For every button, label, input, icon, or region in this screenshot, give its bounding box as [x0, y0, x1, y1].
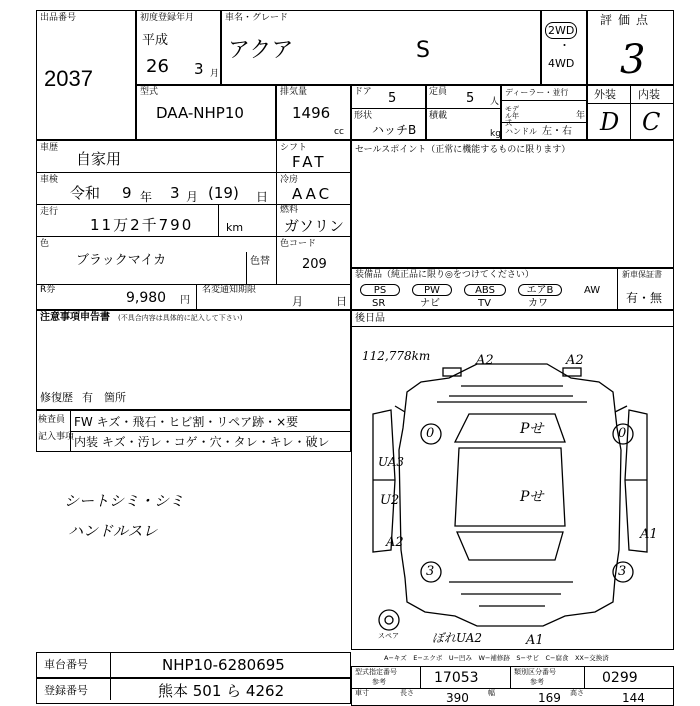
mileage-value: 11万2千790	[90, 216, 194, 234]
class-label: 類別区分番号	[514, 668, 556, 676]
lot-number: 2037	[44, 66, 93, 91]
repair-place: 箇所	[104, 391, 126, 404]
chassis-label: 車台番号	[44, 658, 88, 671]
mark-a1-right: A1	[640, 527, 658, 542]
repair-label: 修復歴	[40, 391, 73, 404]
diagram-mileage: 112,778km	[362, 349, 431, 363]
mark-a1-rear: A1	[526, 633, 544, 648]
lot-label: 出品番号	[40, 13, 77, 23]
fuel-value: ガソリン	[284, 217, 345, 235]
dealer-label: ディーラー・並行	[505, 88, 569, 97]
handwritten-note-1: シートシミ・シミ	[64, 492, 185, 510]
circled-front-left: 0	[426, 426, 435, 441]
repair-value: 有	[82, 391, 93, 404]
caution-note: (不具合内容は具体的に記入して下さい)	[118, 314, 243, 322]
mark-a2-left: A2	[386, 535, 404, 550]
equip-abs: ABS	[464, 284, 506, 296]
warranty-label: 新車保証書	[622, 270, 662, 279]
equip-ps: PS	[360, 284, 400, 296]
ref-label-1: 参考	[372, 678, 386, 686]
inspection-day-unit: 日	[256, 190, 269, 204]
exterior-grade: D	[600, 108, 620, 136]
equipment-label: 装備品（純正品に限り◎をつけてください）	[355, 270, 534, 280]
inspection-month-unit: 月	[186, 190, 199, 204]
equip-tv: TV	[478, 298, 491, 309]
caution-label: 注意事項申告書	[40, 312, 110, 323]
handle-value: 左・右	[542, 126, 572, 137]
color-code-value: 209	[302, 257, 327, 272]
drive-2wd: 2WD	[545, 22, 577, 39]
eval-label: 評価点	[600, 13, 655, 27]
exterior-label: 外装	[594, 88, 616, 101]
mileage-label: 走行	[40, 207, 59, 217]
mark-a2-front-right: A2	[566, 353, 584, 368]
mark-ua3: UA3	[378, 455, 405, 469]
model-designation-label: 型式指定番号	[355, 668, 397, 676]
handle-label: ハンドル	[505, 127, 537, 136]
left-side	[373, 410, 395, 552]
yen-unit: 円	[180, 295, 190, 306]
interior-row: 内装 キズ・汚レ・コゲ・穴・タレ・キレ・破レ	[74, 435, 330, 449]
model-designation-value: 17053	[434, 670, 479, 686]
model-label: 型式	[140, 87, 159, 97]
color-label: 色	[40, 239, 50, 249]
inspection-day: (19)	[208, 184, 239, 202]
circled-front-right: 0	[618, 426, 627, 441]
color-change-label: 色替	[250, 256, 270, 267]
chassis-value: NHP10-6280695	[162, 656, 285, 674]
fw-row: FW キズ・飛石・ヒビ割・リペア跡・×要	[74, 415, 299, 429]
displacement-value: 1496	[292, 104, 331, 122]
length-value: 390	[446, 691, 469, 705]
inspection-label: 車検	[40, 175, 59, 185]
size-label: 車寸	[355, 689, 369, 697]
circled-rear-left: 3	[426, 564, 435, 579]
interior-grade: C	[642, 108, 661, 136]
usage-value: 自家用	[76, 150, 122, 168]
trunk-lines	[449, 582, 573, 606]
body-outline	[399, 364, 621, 626]
mirrors	[395, 406, 627, 412]
equip-aw: AW	[584, 285, 601, 296]
capacity-value: 5	[466, 91, 475, 106]
persons-unit: 人	[490, 97, 500, 107]
roof	[455, 448, 565, 526]
shape-label: 形状	[354, 111, 373, 121]
equip-sr: SR	[372, 298, 386, 309]
drive-4wd: 4WD	[548, 57, 575, 70]
mark-rear-left: ぼれUA2	[432, 631, 483, 645]
hood-lines	[437, 386, 587, 402]
circled-rear-right: 3	[618, 564, 627, 579]
era: 平成	[142, 33, 169, 48]
km-unit: km	[226, 221, 244, 234]
mark-p-windshield: Pせ	[520, 421, 544, 437]
diagram-legend: A−キズ E−エクボ U−凹み W−補修跡 S−サビ C−腐食 XX−交換済	[384, 654, 609, 662]
rear-window	[457, 532, 563, 560]
width-label: 幅	[488, 689, 495, 697]
height-label: 高さ	[570, 689, 584, 697]
spare-tire	[379, 610, 399, 630]
inspection-month: 3	[170, 184, 180, 202]
shift-label: シフト	[280, 143, 308, 153]
handwritten-note-2: ハンドルスレ	[68, 522, 158, 540]
equip-pw: PW	[412, 284, 452, 296]
reg-year: 26	[146, 56, 169, 77]
grade: S	[416, 38, 430, 63]
reg-month: 3	[194, 60, 204, 78]
doors-label: ドア	[354, 87, 372, 97]
inspector-label: 検査員	[38, 415, 66, 425]
warranty-value: 有・無	[626, 291, 663, 305]
ref-label-2: 参考	[530, 678, 544, 686]
shape-value: ハッチB	[372, 123, 417, 137]
color-value: ブラックマイカ	[76, 253, 167, 268]
recycle-value: 9,980	[126, 290, 167, 306]
equip-leather: カワ	[528, 298, 548, 309]
model-value: DAA-NHP10	[156, 104, 244, 122]
ac-label: 冷房	[280, 175, 299, 185]
record-label: 記入事項	[38, 432, 75, 442]
ac-value: AAC	[292, 185, 333, 203]
reg-month-unit: 月	[210, 69, 220, 79]
mark-p-roof: Pせ	[520, 489, 544, 505]
front-left-lamp	[443, 368, 461, 376]
usage-label: 車歴	[40, 143, 59, 153]
notice-label: 名変通知期限	[202, 285, 257, 295]
interior-label: 内装	[638, 88, 660, 101]
equip-navi: ナビ	[420, 298, 440, 309]
mark-u2: U2	[380, 493, 400, 508]
displacement-label: 排気量	[280, 87, 308, 97]
length-label: 長さ	[400, 689, 414, 697]
spare-label: スペア	[378, 632, 399, 640]
year-unit: 年	[576, 111, 586, 121]
inspection-era: 令和	[70, 184, 101, 202]
reg-value: 熊本 501 ら 4262	[158, 682, 285, 700]
first-reg-label: 初度登録年月	[140, 13, 195, 23]
color-code-label: 色コード	[280, 239, 317, 249]
doors-value: 5	[388, 91, 397, 106]
windshield	[455, 414, 565, 442]
car-name: アクア	[228, 38, 294, 63]
reg-label: 登録番号	[44, 684, 88, 697]
fuel-label: 燃料	[280, 205, 299, 215]
shift-value: FAT	[292, 153, 327, 171]
cc-unit: cc	[334, 127, 344, 137]
inspection-year: 9	[122, 184, 132, 202]
inspection-year-unit: 年	[140, 190, 153, 204]
notice-day: 日	[336, 295, 347, 308]
notice-month: 月	[292, 295, 303, 308]
class-value: 0299	[602, 670, 638, 686]
kg-unit: kg	[490, 129, 501, 139]
load-label: 積載	[429, 111, 448, 121]
car-diagram	[351, 330, 674, 660]
drive-dot: ・	[559, 39, 570, 52]
back-seat-label: 後日品	[355, 313, 385, 324]
capacity-label: 定員	[429, 87, 448, 97]
name-grade-label: 車名・グレード	[225, 13, 289, 23]
model-year-label: モデル年式	[505, 105, 519, 127]
sales-points-label: セールスポイント（正常に機能するものに限ります）	[355, 145, 571, 155]
height-value: 144	[622, 691, 645, 705]
eval-score: 3	[620, 37, 646, 83]
recycle-label: R券	[40, 285, 56, 295]
mark-a2-front-left: A2	[476, 353, 494, 368]
sales-points-box	[351, 140, 674, 268]
width-value: 169	[538, 691, 561, 705]
equip-airbag: エアB	[518, 284, 562, 296]
